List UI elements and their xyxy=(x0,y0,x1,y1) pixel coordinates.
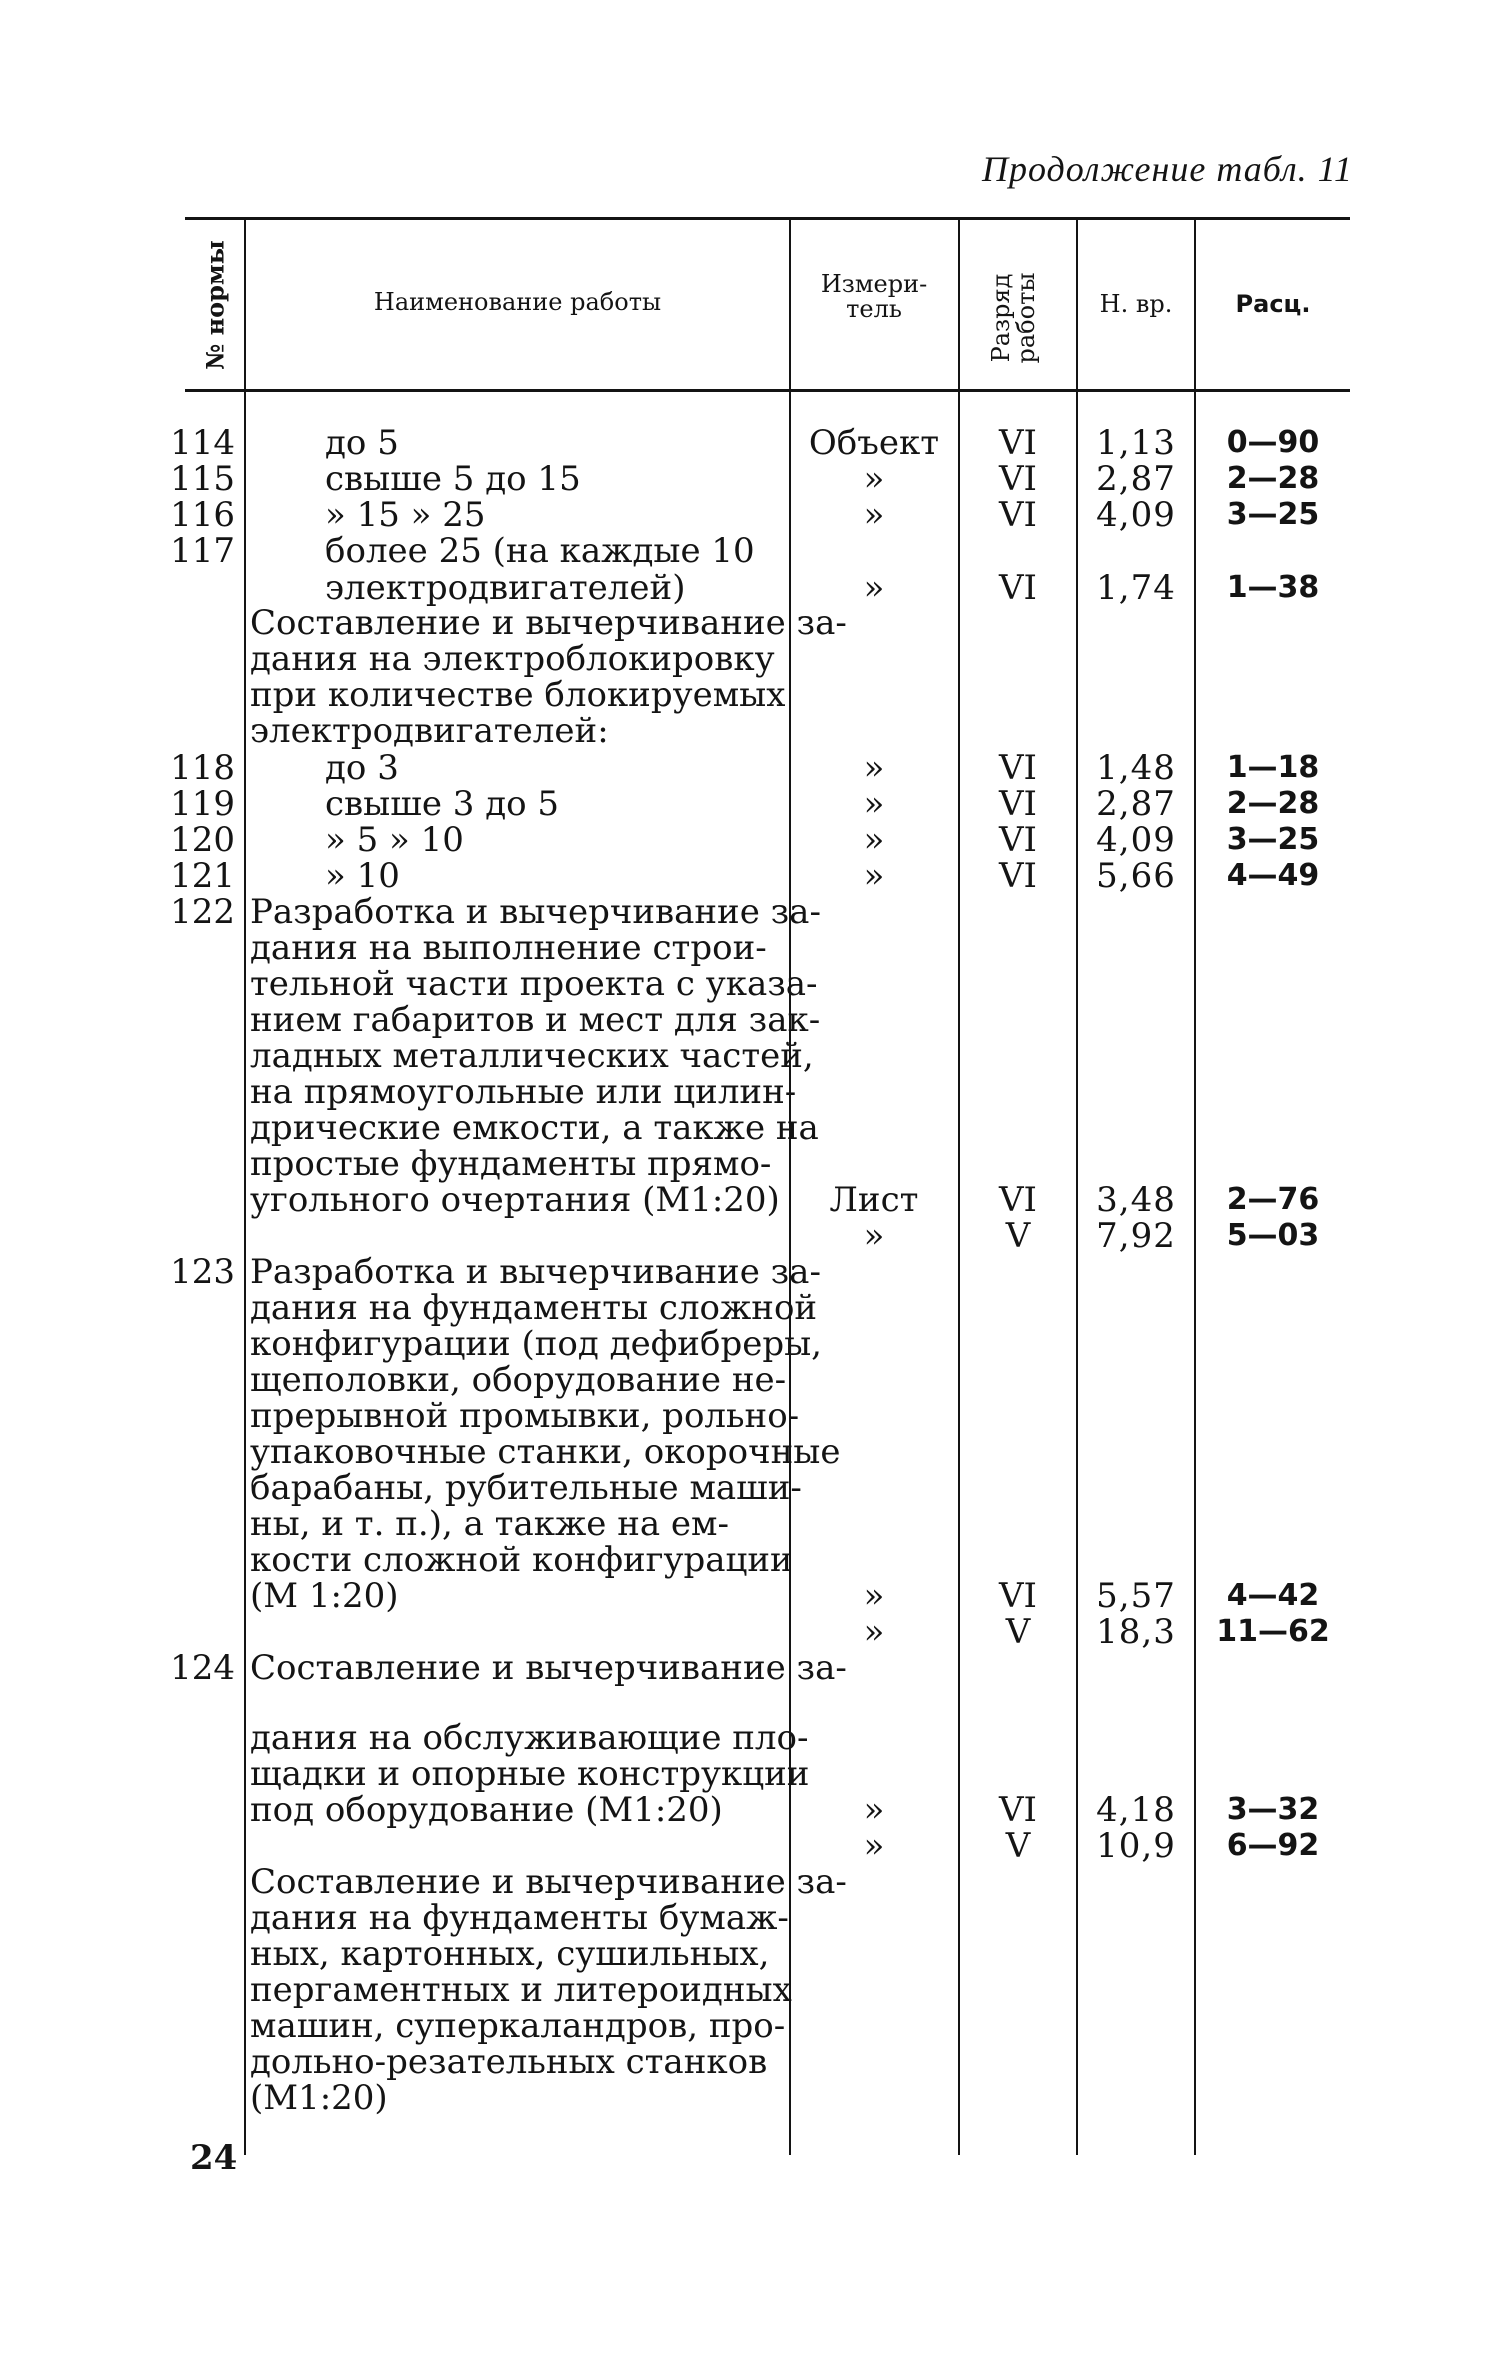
rank-value: VI xyxy=(999,820,1037,860)
rank-value: VI xyxy=(999,748,1037,788)
rank-value: VI xyxy=(999,459,1037,499)
work-name: дания на выполнение строи- xyxy=(250,928,767,968)
work-name: электродвигателей: xyxy=(250,711,609,751)
work-name: ны, и т. п.), а также на ем- xyxy=(250,1504,729,1544)
norm-number: 122 xyxy=(170,892,235,932)
header-time: Н. вр. xyxy=(1099,290,1173,318)
unit-value: » xyxy=(863,1612,885,1652)
unit-value: » xyxy=(863,568,885,608)
header-rank xyxy=(989,253,1045,383)
norm-time-value: 18,3 xyxy=(1096,1612,1176,1652)
rank-value: VI xyxy=(999,1576,1037,1616)
work-name: щеполовки, оборудование не- xyxy=(250,1360,787,1400)
norm-number: 114 xyxy=(170,423,235,463)
norm-time-value: 5,57 xyxy=(1096,1576,1176,1616)
work-name: пергаментных и литероидных xyxy=(250,1970,792,2010)
header-bottom-rule xyxy=(185,389,1350,392)
price-value: 3—25 xyxy=(1226,822,1320,857)
work-name: дания на обслуживающие пло- xyxy=(250,1718,809,1758)
unit-value: » xyxy=(863,1790,885,1830)
work-name: угольного очертания (М1:20) xyxy=(250,1180,780,1220)
work-name: до 3 xyxy=(325,748,399,788)
price-value: 4—42 xyxy=(1226,1578,1320,1613)
norm-time-value: 7,92 xyxy=(1096,1216,1176,1256)
price-value: 2—28 xyxy=(1226,786,1320,821)
work-name: прерывной промывки, рольно- xyxy=(250,1396,800,1436)
norm-number: 118 xyxy=(170,748,235,788)
norm-time-value: 4,09 xyxy=(1096,495,1176,535)
work-name: Разработка и вычерчивание за- xyxy=(250,892,821,932)
norm-number: 124 xyxy=(170,1648,235,1688)
norm-number: 116 xyxy=(170,495,235,535)
price-value: 4—49 xyxy=(1226,858,1320,893)
unit-value: » xyxy=(863,1826,885,1866)
page-number: 24 xyxy=(190,2138,238,2178)
rank-value: VI xyxy=(999,1790,1037,1830)
unit-value: » xyxy=(863,1216,885,1256)
work-name: (М1:20) xyxy=(250,2078,388,2118)
norm-time-value: 1,13 xyxy=(1096,423,1176,463)
work-name: ных, картонных, сушильных, xyxy=(250,1934,770,1974)
table-top-rule xyxy=(185,217,1350,220)
work-name: под оборудование (М1:20) xyxy=(250,1790,723,1830)
work-name: нием габаритов и мест для зак- xyxy=(250,1000,821,1040)
price-value: 2—76 xyxy=(1226,1182,1320,1217)
work-name: электродвигателей) xyxy=(325,568,686,608)
work-name: барабаны, рубительные маши- xyxy=(250,1468,802,1508)
work-name: тельной части проекта с указа- xyxy=(250,964,818,1004)
work-name: Составление и вычерчивание за- xyxy=(250,1862,847,1902)
norm-time-value: 1,74 xyxy=(1096,568,1176,608)
price-value: 2—28 xyxy=(1226,461,1320,496)
norm-time-value: 4,09 xyxy=(1096,820,1176,860)
rank-value: VI xyxy=(999,495,1037,535)
work-name: » 5 » 10 xyxy=(325,820,464,860)
work-name: Составление и вычерчивание за- xyxy=(250,1648,847,1688)
norm-number: 120 xyxy=(170,820,235,860)
work-name: дания на фундаменты бумаж- xyxy=(250,1898,789,1938)
header-unit-line1: Измери- xyxy=(820,270,928,298)
work-name: щадки и опорные конструкции xyxy=(250,1754,810,1794)
price-value: 1—38 xyxy=(1226,570,1320,605)
price-value: 0—90 xyxy=(1226,425,1320,460)
norm-time-value: 5,66 xyxy=(1096,856,1176,896)
work-name: до 5 xyxy=(325,423,399,463)
work-name: свыше 5 до 15 xyxy=(325,459,581,499)
rank-value: V xyxy=(1005,1826,1031,1866)
work-name: дольно-резательных станков xyxy=(250,2042,768,2082)
price-value: 6—92 xyxy=(1226,1828,1320,1863)
work-name: » 15 » 25 xyxy=(325,495,486,535)
unit-value: » xyxy=(863,748,885,788)
work-name: более 25 (на каждые 10 xyxy=(325,531,755,571)
header-work-name: Наименование работы xyxy=(373,288,662,316)
header-rank-line1: Разряд xyxy=(987,273,1015,363)
work-name: » 10 xyxy=(325,856,400,896)
work-name: конфигурации (под дефибреры, xyxy=(250,1324,822,1364)
header-price: Расц. xyxy=(1235,290,1311,318)
work-name: дания на электроблокировку xyxy=(250,639,775,679)
rank-value: VI xyxy=(999,1180,1037,1220)
table-continuation-caption: Продолжение табл. 11 xyxy=(981,149,1353,189)
rank-value: V xyxy=(1005,1612,1031,1652)
work-name: простые фундаменты прямо- xyxy=(250,1144,772,1184)
work-name: на прямоугольные или цилин- xyxy=(250,1072,797,1112)
norm-time-value: 2,87 xyxy=(1096,784,1176,824)
rank-value: VI xyxy=(999,568,1037,608)
norm-number: 123 xyxy=(170,1252,235,1292)
work-name: упаковочные станки, окорочные xyxy=(250,1432,841,1472)
unit-value: Объект xyxy=(808,423,940,463)
work-name: машин, суперкаландров, про- xyxy=(250,2006,786,2046)
work-name: дрические емкости, а также на xyxy=(250,1108,819,1148)
unit-value: » xyxy=(863,856,885,896)
norm-number: 117 xyxy=(170,531,235,571)
norm-time-value: 1,48 xyxy=(1096,748,1176,788)
norm-time-value: 2,87 xyxy=(1096,459,1176,499)
norm-time-value: 3,48 xyxy=(1096,1180,1176,1220)
unit-value: Лист xyxy=(829,1180,919,1220)
header-unit-line2: тель xyxy=(846,295,902,324)
unit-value: » xyxy=(863,459,885,499)
rank-value: V xyxy=(1005,1216,1031,1256)
work-name: кости сложной конфигурации xyxy=(250,1540,793,1580)
norm-time-value: 4,18 xyxy=(1096,1790,1176,1830)
work-name: (М 1:20) xyxy=(250,1576,399,1616)
column-divider-number xyxy=(244,220,246,2155)
unit-value: » xyxy=(863,820,885,860)
header-unit xyxy=(790,272,958,322)
work-name: при количестве блокируемых xyxy=(250,675,786,715)
rank-value: VI xyxy=(999,784,1037,824)
price-value: 11—62 xyxy=(1216,1614,1330,1649)
work-name: дания на фундаменты сложной xyxy=(250,1288,818,1328)
rank-value: VI xyxy=(999,856,1037,896)
work-name: Составление и вычерчивание за- xyxy=(250,603,847,643)
work-name: ладных металлических частей, xyxy=(250,1036,814,1076)
price-value: 3—25 xyxy=(1226,497,1320,532)
header-rank-line2: работы xyxy=(1012,272,1041,364)
work-name: свыше 3 до 5 xyxy=(325,784,560,824)
unit-value: » xyxy=(863,495,885,535)
rank-value: VI xyxy=(999,423,1037,463)
unit-value: » xyxy=(863,1576,885,1616)
price-value: 3—32 xyxy=(1226,1792,1320,1827)
price-value: 5—03 xyxy=(1226,1218,1320,1253)
norm-number: 115 xyxy=(170,459,235,499)
unit-value: » xyxy=(863,784,885,824)
norm-number: 121 xyxy=(170,856,235,896)
header-norm-number: № нормы xyxy=(200,240,230,370)
work-name: Разработка и вычерчивание за- xyxy=(250,1252,821,1292)
price-value: 1—18 xyxy=(1226,750,1320,785)
norm-number: 119 xyxy=(170,784,235,824)
norm-time-value: 10,9 xyxy=(1096,1826,1176,1866)
